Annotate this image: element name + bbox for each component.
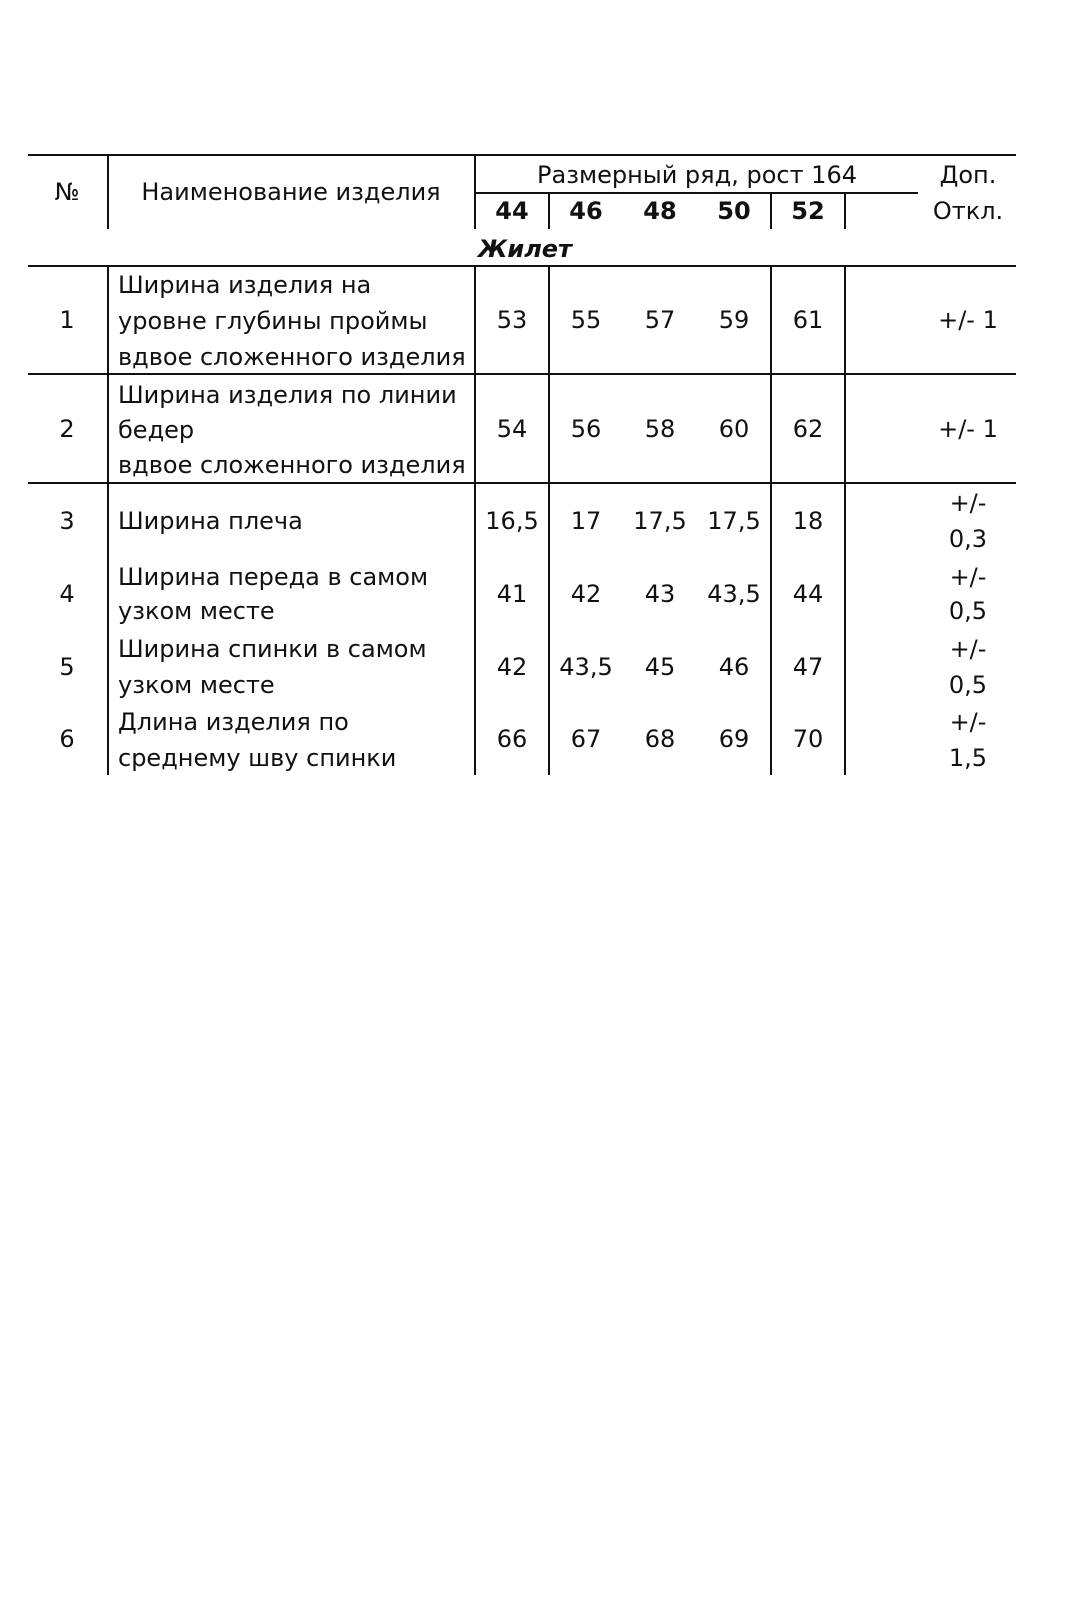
size-value: 55 (570, 306, 602, 334)
size-value: 18 (792, 507, 824, 535)
size-value: 58 (644, 414, 676, 443)
size-value: 43,5 (559, 652, 613, 681)
size-value: 53 (496, 306, 528, 334)
row-name-line: бедер (118, 416, 195, 444)
row-name-line: Длина изделия по (118, 708, 349, 736)
size-header-44: 44 (495, 197, 529, 225)
row-name-line: Ширина переда в самом (118, 563, 429, 591)
row-number: 4 (59, 580, 75, 608)
name-column-header: Наименование изделия (141, 178, 441, 206)
number-column-header: № (54, 178, 80, 206)
tolerance-value: 1,5 (948, 744, 988, 772)
tolerance-value: 0,3 (948, 525, 988, 553)
size-value: 70 (792, 725, 824, 753)
size-value: 43,5 (707, 580, 761, 608)
row-number: 1 (59, 306, 75, 334)
row-number: 2 (59, 414, 75, 443)
row-name-line: вдвое сложенного изделия (118, 451, 466, 479)
size-value: 17,5 (633, 507, 687, 535)
size-value: 62 (792, 414, 824, 443)
tolerance-header-line1: Доп. (939, 161, 997, 189)
size-column-rule (844, 193, 846, 229)
size-column-rule (844, 265, 846, 775)
size-header-50: 50 (717, 197, 751, 225)
row-name-line: уровне глубины проймы (118, 307, 428, 335)
tolerance-value: +/- (949, 489, 987, 517)
size-value: 44 (792, 580, 824, 608)
size-value: 43 (644, 580, 676, 608)
section-title: Жилет (478, 235, 572, 263)
size-header-52: 52 (791, 197, 825, 225)
size-value: 59 (718, 306, 750, 334)
size-value: 45 (644, 652, 676, 681)
row-name-line: Ширина изделия на (118, 271, 372, 299)
size-value: 60 (718, 414, 750, 443)
size-value: 42 (570, 580, 602, 608)
size-header-48: 48 (643, 197, 677, 225)
size-value: 68 (644, 725, 676, 753)
tolerance-value: +/- (949, 563, 987, 591)
size-value: 47 (792, 652, 824, 681)
size-value: 42 (496, 652, 528, 681)
size-header-46: 46 (569, 197, 603, 225)
row-name-line: узком месте (118, 671, 275, 699)
row-name-line: Ширина плеча (118, 507, 303, 535)
size-value: 57 (644, 306, 676, 334)
size-value: 67 (570, 725, 602, 753)
row-number: 6 (59, 725, 75, 753)
size-value: 54 (496, 414, 528, 443)
size-value: 66 (496, 725, 528, 753)
tolerance-value: +/- 1 (938, 306, 998, 334)
size-value: 46 (718, 652, 750, 681)
size-value: 69 (718, 725, 750, 753)
row-name-line: Ширина изделия по линии (118, 381, 457, 409)
row-name-line: среднему шву спинки (118, 744, 397, 772)
tolerance-header-line2: Откл. (932, 197, 1004, 225)
tolerance-value: +/- (949, 708, 987, 736)
tolerance-value: 0,5 (948, 671, 988, 699)
size-value: 61 (792, 306, 824, 334)
size-value: 41 (496, 580, 528, 608)
tolerance-value: 0,5 (948, 597, 988, 625)
size-value: 16,5 (485, 507, 539, 535)
tolerance-value: +/- (949, 635, 987, 663)
row-number: 5 (59, 652, 75, 681)
name-column-rule (107, 265, 109, 775)
size-value: 17 (570, 507, 602, 535)
row-name-line: Ширина спинки в самом (118, 635, 427, 663)
row-name-line: вдвое сложенного изделия (118, 343, 466, 371)
size-range-header: Размерный ряд, рост 164 (537, 161, 857, 189)
row-number: 3 (59, 507, 75, 535)
size-value: 56 (570, 414, 602, 443)
row-name-line: узком месте (118, 597, 275, 625)
tolerance-value: +/- 1 (938, 414, 998, 443)
size-value: 17,5 (707, 507, 761, 535)
